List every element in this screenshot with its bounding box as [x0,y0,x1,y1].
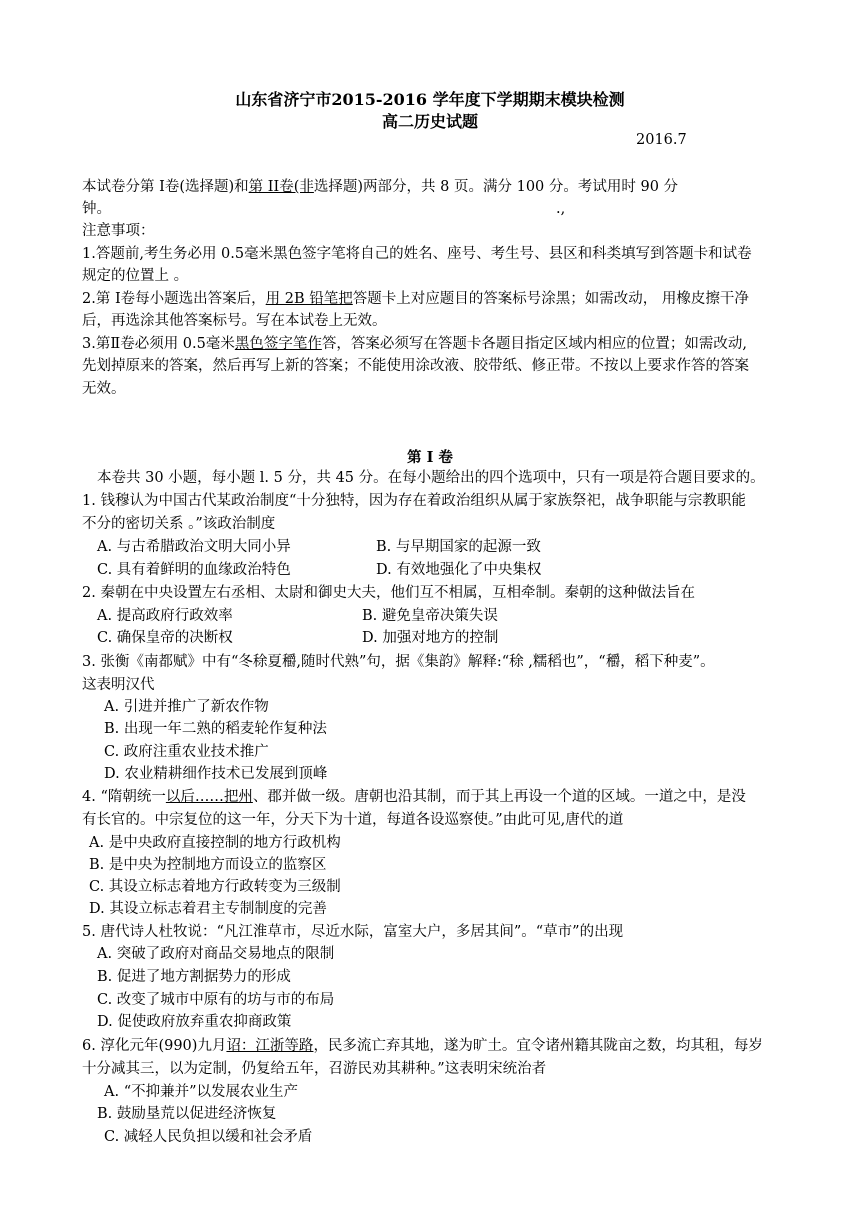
q1-option-c: C. 具有着鲜明的血缘政治特色 [97,562,291,578]
q4-option-b: B. 是中央为控制地方而设立的监察区 [89,857,327,873]
q3-option-c: C. 政府注重农业技术推广 [104,744,269,760]
note-3-line-2: 先划掉原来的答案，然后再写上新的答案；不能使用涂改液、胶带纸、修正带。不按以上要求作答的答案 [82,358,749,374]
note-3-line-3: 无效。 [82,381,126,397]
q5-option-d: D. 促使政府放弃重农抑商政策 [97,1014,292,1030]
q2-option-b: B. 避免皇帝决策失误 [362,608,498,624]
q6-option-a: A. “不抑兼并”以发展农业生产 [104,1084,299,1100]
q4-option-a: A. 是中央政府直接控制的地方行政机构 [89,835,341,851]
q4-option-d: D. 其设立标志着君主专制制度的完善 [89,901,327,917]
intro-line-1: 本试卷分第 I卷(选择题)和第 II卷(非选择题)两部分，共 8 页。满分 100 分。考试用时 90 分 [82,179,679,195]
q4-stem-2: 有长官的。中宗复位的这一年，分天下为十道，每道各设巡察使。”由此可见,唐代的道 [82,812,624,828]
notes-title: 注意事项： [82,223,155,239]
q1-option-a: A. 与古希腊政治文明大同小异 [97,539,291,555]
stray-mark: ., [556,201,566,217]
q5-option-b: B. 促进了地方割据势力的形成 [97,969,291,985]
q3-option-d: D. 农业精耕细作技术已发展到顶峰 [104,766,328,782]
q2-option-d: D. 加强对地方的控制 [362,630,499,646]
q1-option-b: B. 与早期国家的起源一致 [376,539,541,555]
note-1-line-2: 规定的位置上 。 [82,268,189,284]
q1-stem-1: 1. 钱穆认为中国古代某政治制度“十分独特，因为存在着政治组织从属于家族祭祀，战争职能与宗教职能 [82,493,746,509]
q5-stem: 5. 唐代诗人杜牧说：“凡江淮草市，尽近水际，富室大户，多居其间”。“草市”的出现 [82,924,624,940]
q3-option-a: A. 引进并推广了新农作物 [104,699,269,715]
note-3-line-1: 3.第Ⅱ卷必须用 0.5毫米黑色签字笔作答，答案必须写在答题卡各题目指定区域内相应的位置；如需改动, [82,336,747,352]
q1-stem-2: 不分的密切关系 。”该政治制度 [82,516,276,532]
q2-stem: 2. 秦朝在中央设置左右丞相、太尉和御史大夫，他们互不相属，互相牵制。秦朝的这种做法旨在 [82,585,695,601]
section-title: 第 I 卷 [407,449,453,466]
note-2-line-1: 2.第 I卷每小题选出答案后，用 2B 铅笔把答题卡上对应题目的答案标号涂黑；如需改动， 用橡皮擦干净 [82,291,749,307]
section-desc: 本卷共 30 小题，每小题 l. 5 分，共 45 分。在每小题给出的四个选项中，只有一项是符合题目要求的。 [97,470,765,486]
q2-option-c: C. 确保皇帝的决断权 [97,630,233,646]
q5-option-c: C. 改变了城市中原有的坊与市的布局 [97,992,335,1008]
q4-stem-1: 4. “隋朝统一以后……把州、郡并做一级。唐朝也沿其制，而于其上再设一个道的区域。一道之中，是没 [82,789,746,805]
q2-option-a: A. 提高政府行政效率 [97,608,233,624]
q3-stem-2: 这表明汉代 [82,677,155,693]
exam-date: 2016.7 [636,132,687,148]
q3-option-b: B. 出现一年二熟的稻麦轮作复种法 [104,721,327,737]
note-1-line-1: 1.答题前,考生务必用 0.5毫米黑色签字笔将自己的姓名、座号、考生号、县区和科类填写到答题卡和试卷 [82,246,752,262]
exam-title: 山东省济宁市2015-2016 学年度下学期期末模块检测 [235,90,625,109]
note-2-line-2: 后，再选涂其他答案标号。写在本试卷上无效。 [82,313,387,329]
q6-option-c: C. 减轻人民负担以缓和社会矛盾 [104,1129,313,1145]
q1-option-d: D. 有效地强化了中央集权 [376,562,542,578]
q3-stem-1: 3. 张衡《南都赋》中有“冬稌夏穱,随时代熟”句，据《集韵》解释:“稌 ,糯稻也”，“穱，稻下种麦”。 [82,654,715,670]
exam-subtitle: 高二历史试题 [381,112,478,131]
q6-option-b: B. 鼓励垦荒以促进经济恢复 [97,1106,277,1122]
q5-option-a: A. 突破了政府对商品交易地点的限制 [97,946,335,962]
q6-stem-2: 十分减其三，以为定制，仍复给五年，召游民劝其耕种。”这表明宋统治者 [82,1061,547,1077]
q6-stem-1: 6. 淳化元年(990)九月诏：江浙等路，民多流亡弃其地，遂为旷土。宜令诸州籍其陇亩之数，均其租，每岁 [82,1038,763,1054]
q4-option-c: C. 其设立标志着地方行政转变为三级制 [89,879,341,895]
intro-line-2: 钟。 [82,201,111,217]
